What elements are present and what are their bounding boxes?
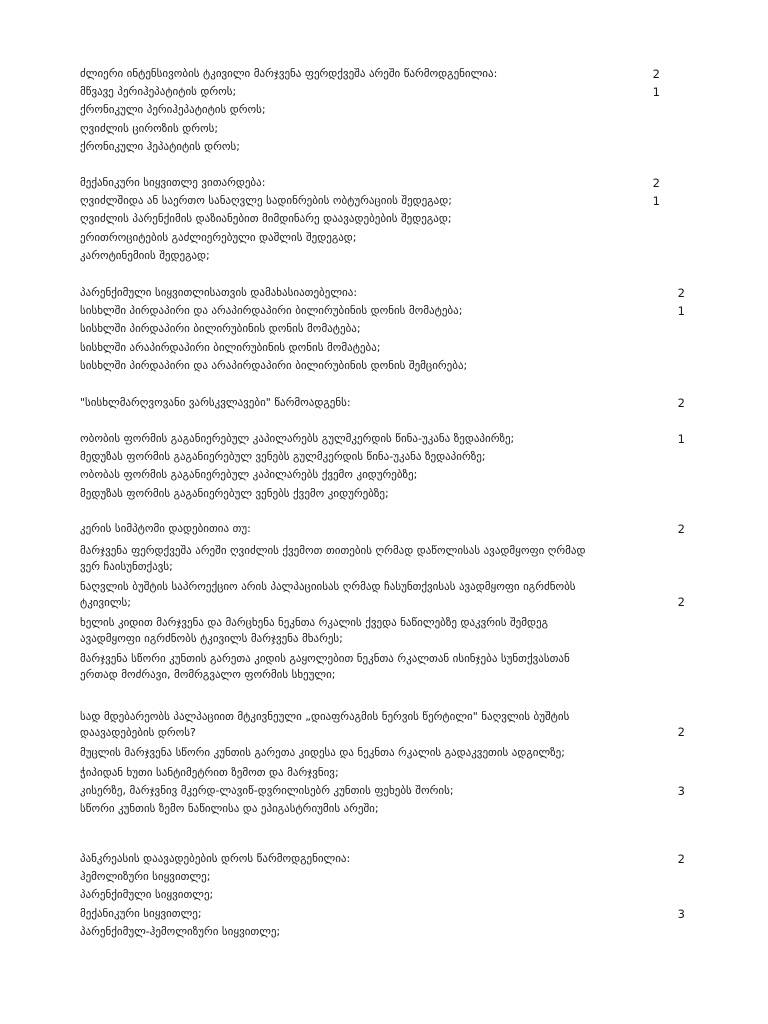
answer-option: მექანიკური სიყვითლე; 3 [80,905,688,923]
question-text: პარენქიმული სიყვითლისათვის დამახასიათებელია: 2 [80,284,688,302]
answer-option: მარჯვენა სწორი კუნთის გარეთა კიდის გაყოლებით ნეკნთა რკალთან ისინჯება სუნთქვასთან ერთად მოძრავი, მომრგვალო ფორმის სხეული; [80,652,570,682]
answer-option: პარენქიმულ-ჰემოლიზური სიყვითლე; [80,924,281,938]
question-block [80,65,688,156]
question-text: პანკრეასის დაავადებების დროს წარმოდგენილია: 2 [80,850,688,868]
answer-option: ღვიძლის პარენქიმის დაზიანებით მიმდინარე დაავადებების შედეგად; [80,212,452,226]
score-number: 2 [677,286,685,300]
answer-option: ობობის ფორმის გაგანიერებულ კაპილარებს გულმკერდის წინა-უკანა ზედაპირზე; 1 [80,430,688,448]
answer-option: კისერზე, მარჯვნივ მკერდ-ლავიწ-დვრილისებრ კუნთის ფეხებს შორის; 3 [80,782,688,800]
answer-option: მედუზას ფორმის გაგანიერებულ ვენებს გულმკერდის წინა-უკანა ზედაპირზე; [80,450,486,464]
answer-option: სისხლში პირდაპირი და არაპირდაპირი ბილირუბინის დონის შემცირება; [80,358,468,372]
answer-option: ჰემოლიზური სიყვითლე; [80,870,211,884]
question-block [80,520,688,686]
answer-option: სისხლში პირდაპირი ბილირუბინის დონის მომატება; [80,322,361,336]
score-number: 3 [677,784,685,799]
score-number: 2 [677,522,685,536]
score-number: 1 [677,432,685,446]
answer-option: მუცლის მარჯვენა სწორი კუნთის გარეთა კიდესა და ნეკნთა რკალის გადაკვეთის ადგილზე; [80,746,565,759]
score-number: 2 [677,396,685,410]
question-text: სად მდებარეობს პალპაციით მტკივნეული „დიაფრაგმის ნერვის წერტილი" ნაღვლის ბუშტის დაავადებების დროს? 2 [80,710,685,739]
score-number: 3 [677,906,685,921]
answer-option: სისხლში პირდაპირი და არაპირდაპირი ბილირუბინის დონის მომატება; 1 [80,302,688,320]
question-block [80,174,688,265]
question-block [80,394,688,412]
answer-option: სისხლში არაპირდაპირი ბილირუბინის დონის მომატება; [80,340,381,354]
answer-option: პარენქიმული სიყვითლე; [80,888,214,902]
question-text: ძლიერი ინტენსივობის ტკივილი მარჯვენა ფერდქვეშა არეში წარმოდგენილია: 2 [80,65,688,83]
score-number: 2 [652,67,660,81]
answer-option: კაროტინემიის შედეგად; [80,248,210,262]
score-number: 2 [652,176,660,190]
answer-option: ღვიძლის ციროზის დროს; [80,121,219,135]
question-text: მექანიკური სიყვითლე ვითარდება: 2 [80,174,688,192]
answer-option: ჭიპიდან ხუთი სანტიმეტრით ზემოთ და მარჯვნივ; [80,766,339,779]
answer-option: მედუზას ფორმის გაგანიერებულ ვენებს ქვემო კიდურებზე; [80,486,389,500]
score-number: 2 [677,595,685,610]
answer-option: ობობას ფორმის გაგანიერებულ კაპილარებს ქვემო კიდურებზე; [80,468,418,482]
score-number: 1 [652,194,660,209]
answer-option: მარჯვენა ფერდქვეშა არეში ღვიძლის ქვემოთ თითების ღრმად დაწოლისას ავადმყოფი ღრმად ვერ ჩაისუნთქავს; [80,544,586,574]
score-number: 2 [677,725,685,739]
question-text: "სისხლმარღვოვანი ვარსკვლავები" წარმოადგენს: 2 [80,394,688,412]
answer-option: ერითროციტების გაძლიერებული დაშლის შედეგად; [80,230,357,244]
question-block [80,430,688,503]
question-text: კერის სიმპტომი დადებითია თუ: 2 [80,520,688,538]
question-block [80,850,688,941]
answer-option: ქრონიკული პერიჰეპატიტის დროს; [80,103,266,117]
score-number: 1 [652,85,660,100]
question-block [80,708,688,819]
score-number: 2 [677,852,685,866]
question-block [80,284,688,375]
answer-option: ხელის კიდით მარჯვენა და მარცხენა ნეკნთა რკალის ქვედა ნაწილებზე დაკვრის შემდეგ ავადმყოფი იგრძნობს ტკივილს მარჯვენა მხარეს; [80,616,548,646]
answer-option: სწორი კუნთის ზემო ნაწილისა და ეპიგასტრიუმის არეში; [80,802,379,816]
answer-option: ქრონიკული ჰეპატიტის დროს; [80,139,240,153]
score-number: 1 [677,304,685,319]
answer-option: ნაღვლის ბუშტის საპროექციო არის პალპაციისას ღრმად ჩასუნთქვისას ავადმყოფი იგრძნობს ტკივილს; 2 [80,580,685,610]
answer-option: მწვავე პერიჰეპატიტის დროს; 1 [80,83,688,101]
answer-option: ღვიძლშიდა ან საერთო სანაღვლე სადინრების ობტურაციის შედეგად; 1 [80,192,688,210]
